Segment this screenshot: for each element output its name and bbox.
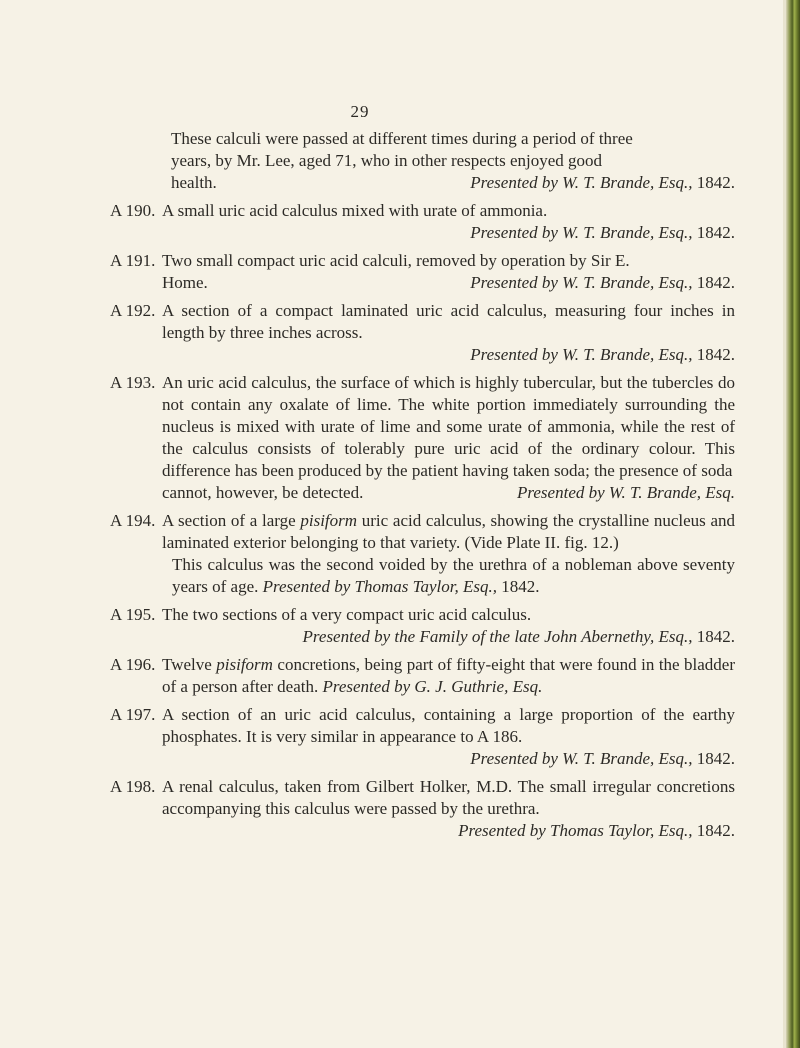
page-number: 29 <box>350 102 370 121</box>
entry-note <box>162 554 735 598</box>
catalogue-entry-a195 <box>110 604 735 648</box>
entry-description <box>162 654 735 698</box>
entry-text-italic: pisiform <box>300 511 358 530</box>
entry-label: A 192. <box>110 301 156 320</box>
entry-description: An uric acid calculus, the surface of which is highly tubercular, but the tubercles do not contain any oxalate of lime. The white portion immediately surrounding the nucleus is mixed with urate of lime and some urate of ammonia, while the rest of the calculus consists of tolerably pure uric acid of the ordinary colour. This difference has been produced by the patient having taken soda; the presence of soda <box>162 373 735 480</box>
entry-presented <box>162 820 735 842</box>
entry-description: Two small compact uric acid calculi, removed by operation by Sir E. <box>162 251 630 270</box>
entry-text-b: concretions, being part of fifty-eight that were found in the bladder of a person after death. <box>162 655 736 696</box>
entry-presented-line <box>162 272 735 294</box>
entry-presented: Presented by W. T. Brande, Esq. <box>517 483 735 502</box>
entry-label: A 195. <box>110 605 156 624</box>
entry-text-a: Twelve <box>162 655 212 674</box>
entry-label: A 198. <box>110 777 156 796</box>
entry-note-text: This calculus was the second voided by the urethra of a nobleman above seventy years of age. <box>172 555 735 596</box>
page-content <box>110 128 735 848</box>
entry-text-italic: pisiform <box>216 655 273 674</box>
intro-date: 1842. <box>696 173 735 192</box>
presented-by: Presented by the Family of the late John Abernethy, Esq., <box>302 627 693 646</box>
entry-text-b: uric acid calculus, showing the crystalline nucleus and laminated exterior belonging to that variety. (Vide Plate II. fig. 12.) <box>162 511 736 552</box>
entry-description: The two sections of a very compact uric acid calculus. <box>162 605 532 624</box>
catalogue-entry-a196 <box>110 654 735 698</box>
intro-paragraph <box>110 128 735 194</box>
entry-description-end: Home. <box>162 273 208 292</box>
presented-by: Presented by W. T. Brande, Esq., <box>470 273 693 292</box>
intro-line-3-text: health. <box>171 173 217 192</box>
entry-description: A section of a compact laminated uric acid calculus, measuring four inches in length by three inches across. <box>162 301 735 342</box>
presented-by: Presented by W. T. Brande, Esq., <box>470 749 693 768</box>
entry-presented <box>162 626 735 648</box>
entry-label: A 197. <box>110 705 156 724</box>
presented-date: 1842. <box>696 749 735 768</box>
presented-date: 1842. <box>696 223 735 242</box>
entry-text-a: A section of a large <box>162 511 296 530</box>
entry-presented <box>162 344 735 366</box>
entry-presented <box>470 272 735 294</box>
intro-line-1: These calculi were passed at different times during a period of three <box>171 129 633 148</box>
entry-presented-line <box>162 482 735 504</box>
catalogue-entry-a194 <box>110 510 735 598</box>
entry-description: A section of an uric acid calculus, containing a large proportion of the earthy phosphates. It is very similar in appearance to A 186. <box>162 705 735 746</box>
catalogue-entry-a193 <box>110 372 735 504</box>
intro-presented <box>471 172 735 194</box>
presented-by: Presented by G. J. Guthrie, Esq. <box>322 677 543 696</box>
entry-description <box>162 510 735 554</box>
presented-date: 1842. <box>696 627 735 646</box>
intro-line-2: years, by Mr. Lee, aged 71, who in other respects enjoyed good <box>171 151 603 170</box>
entry-description: A renal calculus, taken from Gilbert Holker, M.D. The small irregular concretions accompanying this calculus were passed by the urethra. <box>162 777 735 818</box>
entry-description-end: cannot, however, be detected. <box>162 483 364 502</box>
entry-description: A small uric acid calculus mixed with urate of ammonia. <box>162 201 548 220</box>
intro-line-3 <box>172 172 735 194</box>
entry-label: A 196. <box>110 655 156 674</box>
entry-presented <box>162 748 735 770</box>
catalogue-entry-a197 <box>110 704 735 770</box>
entry-label: A 190. <box>110 201 156 220</box>
presented-date: 1842. <box>696 821 735 840</box>
presented-date: 1842. <box>501 577 540 596</box>
catalogue-entry-a191 <box>110 250 735 294</box>
presented-date: 1842. <box>696 273 735 292</box>
presented-by: Presented by W. T. Brande, Esq., <box>470 223 693 242</box>
entry-label: A 193. <box>110 373 156 392</box>
entry-label: A 191. <box>110 251 156 270</box>
intro-presented-by: Presented by W. T. Brande, Esq., <box>470 173 693 192</box>
entry-label: A 194. <box>110 511 156 530</box>
presented-by: Presented by W. T. Brande, Esq., <box>470 345 693 364</box>
presented-by: Presented by Thomas Taylor, Esq., <box>458 821 693 840</box>
catalogue-entry-a198 <box>110 776 735 842</box>
catalogue-entry-a192 <box>110 300 735 366</box>
catalogue-entry-a190 <box>110 200 735 244</box>
book-binding <box>786 0 800 1048</box>
presented-by: Presented by Thomas Taylor, Esq., <box>262 577 498 596</box>
entry-presented <box>162 222 735 244</box>
presented-date: 1842. <box>696 345 735 364</box>
